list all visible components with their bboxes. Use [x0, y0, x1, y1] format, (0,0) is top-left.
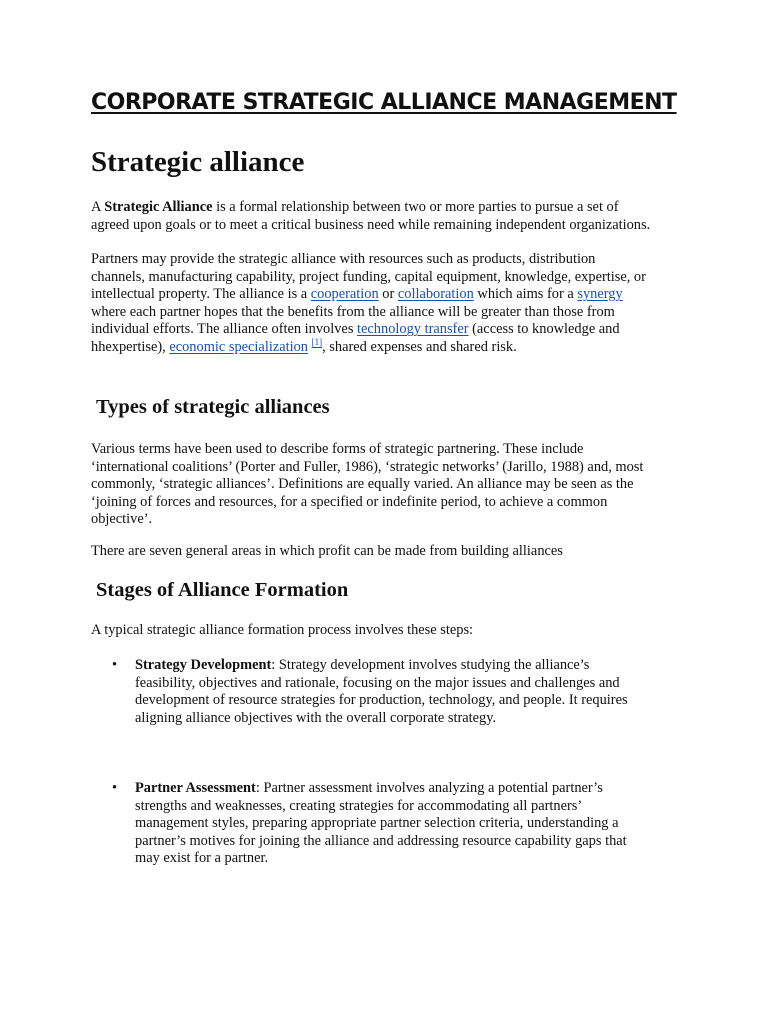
- terms-line-4: ‘joining of forces and resources, for a specified or indefinite period, to achieve a common: [91, 493, 608, 510]
- strategy-line-1: [135, 657, 665, 675]
- link-collaboration[interactable]: collaboration: [397, 286, 474, 303]
- definition-term: Strategic Alliance: [104, 199, 213, 215]
- terms-line-1: Various terms have been used to describe forms of strategic partnering. These include: [91, 441, 584, 457]
- definition-line-1-rest: is a formal relationship between two or more parties to pursue a set of: [212, 199, 619, 215]
- bullet-text: [135, 657, 665, 727]
- paragraph-seven-areas: [91, 543, 691, 561]
- bullet-term: Strategy Development: [135, 657, 272, 673]
- resources-line-3-b: or: [378, 286, 398, 303]
- resources-line-5: [91, 321, 691, 339]
- footnote-ref-1[interactable]: [1]: [311, 336, 323, 347]
- partner-line-5: may exist for a partner.: [135, 850, 269, 867]
- resources-line-3-a: intellectual property. The alliance is a: [91, 286, 311, 303]
- resources-line-1: Partners may provide the strategic alliance with resources such as products, distribution: [91, 251, 596, 267]
- partner-line-1-rest: : Partner assessment involves analyzing a potential partner’s: [255, 780, 603, 796]
- terms-line-3: commonly, ‘strategic alliances’. Definitions are equally varied. An alliance may be seen as the: [91, 476, 634, 493]
- formation-intro-line: A typical strategic alliance formation process involves these steps:: [91, 622, 474, 638]
- bullet-term: Partner Assessment: [135, 780, 256, 796]
- resources-line-2: channels, manufacturing capability, project funding, capital equipment, knowledge, expertise, or: [91, 268, 646, 285]
- bullet-dot: •: [112, 657, 118, 673]
- link-synergy[interactable]: synergy: [577, 286, 623, 303]
- resources-line-3-c: which aims for a: [473, 286, 578, 303]
- partner-line-1: [135, 780, 665, 798]
- document-title: CORPORATE STRATEGIC ALLIANCE MANAGEMENT: [91, 90, 677, 115]
- link-technology-transfer[interactable]: technology transfer: [357, 321, 469, 338]
- strategy-line-3: development of resource strategies for production, technology, and people. It requires: [135, 692, 628, 709]
- terms-line-5: objective’.: [91, 511, 153, 528]
- link-cooperation[interactable]: cooperation: [310, 286, 379, 303]
- heading-types-of-alliances: Types of strategic alliances: [96, 396, 330, 418]
- partner-line-4: partner’s motives for joining the alliance and addressing resource capability gaps that: [135, 832, 627, 849]
- seven-areas-line: There are seven general areas in which profit can be made from building alliances: [91, 543, 563, 559]
- strategy-line-1-rest: : Strategy development involves studying the alliance’s: [271, 657, 590, 673]
- strategy-line-4: aligning alliance objectives with the overall corporate strategy.: [135, 709, 497, 726]
- bullet-text: [135, 780, 665, 868]
- paragraph-various-terms: [91, 441, 691, 529]
- definition-line-1: [91, 199, 691, 217]
- resources-line-5-a: individual efforts. The alliance often involves: [91, 321, 358, 338]
- bullet-dot: •: [112, 780, 118, 796]
- resources-line-6: [91, 336, 691, 357]
- resources-line-4: where each partner hopes that the benefits from the alliance will be greater than those from: [91, 303, 615, 320]
- definition-line-2: agreed upon goals or to meet a critical business need while remaining independent organizations.: [91, 216, 651, 233]
- paragraph-resources: [91, 251, 691, 357]
- resources-line-6-a: hhexpertise),: [91, 338, 170, 355]
- partner-line-2: strengths and weaknesses, creating strategies for accommodating all partners’: [135, 797, 583, 814]
- resources-line-6-b: , shared expenses and shared risk.: [322, 338, 517, 355]
- resources-line-5-b: (access to knowledge and: [468, 321, 620, 338]
- resources-line-3: [91, 286, 691, 304]
- terms-line-2: ‘international coalitions’ (Porter and Fuller, 1986), ‘strategic networks’ (Jarillo, 1988) and, most: [91, 458, 644, 475]
- paragraph-formation-intro: [91, 622, 691, 640]
- partner-line-3: management styles, preparing appropriate partner selection criteria, understanding a: [135, 815, 619, 832]
- heading-strategic-alliance: Strategic alliance: [91, 146, 305, 178]
- heading-stages-of-formation: Stages of Alliance Formation: [96, 579, 349, 601]
- definition-prefix: A: [91, 199, 105, 215]
- paragraph-definition: [91, 199, 691, 234]
- strategy-line-2: feasibility, objectives and rationale, focusing on the major issues and challenges and: [135, 674, 620, 691]
- link-economic-specialization[interactable]: economic specialization: [169, 338, 308, 355]
